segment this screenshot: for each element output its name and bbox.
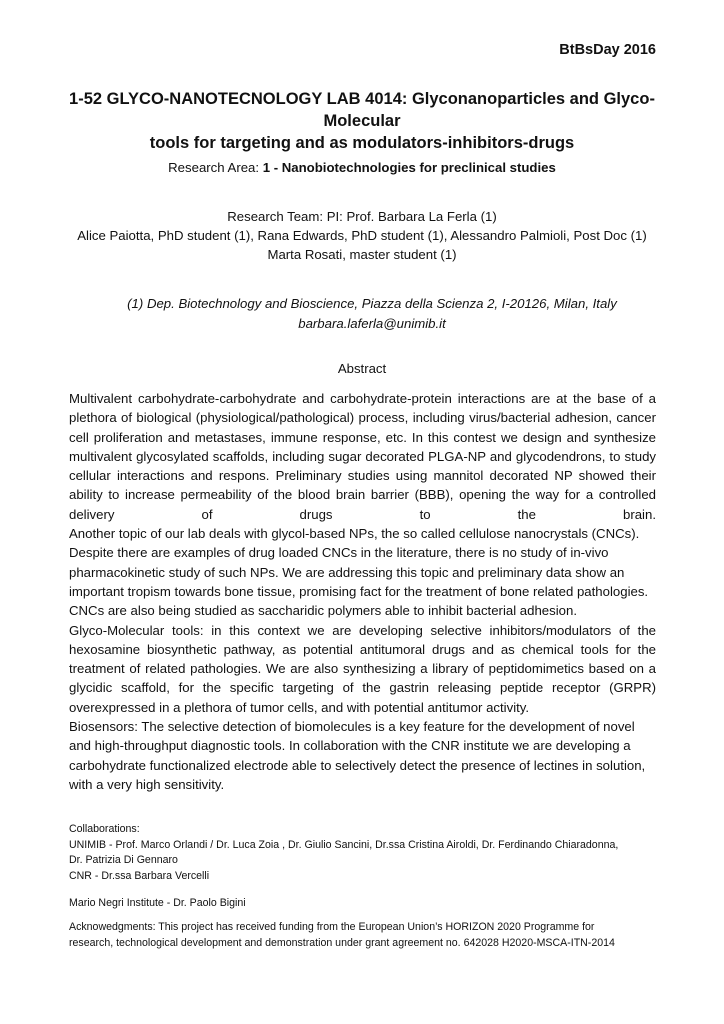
collaborations-heading: Collaborations: <box>69 823 140 835</box>
research-team <box>40 207 684 264</box>
collaborations-line-1: UNIMIB - Prof. Marco Orlandi / Dr. Luca Zoia , Dr. Giulio Sancini, Dr.ssa Cristina Airoldi, Dr. Ferdinando Chiaradonna, <box>69 838 619 851</box>
team-line-2: Alice Paiotta, PhD student (1), Rana Edwards, PhD student (1), Alessandro Palmioli, Post Doc (1) <box>77 228 647 243</box>
collaborations-line-2: Dr. Patrizia Di Gennaro <box>69 854 178 866</box>
event-tag: BtBsDay 2016 <box>559 42 656 58</box>
research-area-label: Research Area: <box>168 160 263 175</box>
affiliation-address: (1) Dep. Biotechnology and Bioscience, Piazza della Scienza 2, I-20126, Milan, Italy <box>127 296 617 311</box>
title-line-2: tools for targeting and as modulators-inhibitors-drugs <box>149 134 575 152</box>
research-area-value: 1 - Nanobiotechnologies for preclinical studies <box>262 160 556 175</box>
abstract-body <box>69 389 656 794</box>
affiliation <box>60 294 684 333</box>
acknowledgments-line-2: research, technological development and demonstration under grant agreement no. 642028 H2020-MSCA-ITN-2014 <box>69 936 615 949</box>
abstract-heading: Abstract <box>337 361 387 376</box>
research-area <box>40 160 684 175</box>
abstract-paragraph-1: Multivalent carbohydrate-carbohydrate and carbohydrate-protein interactions are at the base of a plethora of biological (physiological/pathological) process, including virus/bacterial adhesion, cancer cell proliferation and metastases, immune response, etc. In this contest we design and synthesize multivalent glycosylated scaffolds, including sugar decorated PLGA-NP and glycodendrons, to study cellular interactions and respons. Preliminary studies using mannitol decorated NP showed their ability to increase permeability of the blood brain barrier (BBB), opening the way for a controlled delivery of drugs to the brain. <box>69 391 656 522</box>
affiliation-email: barbara.laferla@unimib.it <box>298 315 446 331</box>
collaborations-line-3: CNR - Dr.ssa Barbara Vercelli <box>69 869 210 882</box>
collaborations <box>69 822 659 884</box>
mario-negri-line: Mario Negri Institute - Dr. Paolo Bigini <box>69 897 246 909</box>
abstract-paragraph-2: Another topic of our lab deals with glycol-based NPs, the so called cellulose nanocrystals (CNCs). Despite there are examples of drug loaded CNCs in the literature, there is no study of in-vivo pharmacokinetic study of such NPs. We are addressing this topic and preliminary data show an important tropism towards bone tissue, promising fact for the treatment of bone related pathologies. CNCs are also being studied as saccharidic polymers able to inhibit bacterial adhesion. <box>69 526 649 619</box>
page-title <box>48 88 676 154</box>
title-line-1: 1-52 GLYCO-NANOTECNOLOGY LAB 4014: Glyconanoparticles and Glyco-Molecular <box>69 90 655 130</box>
team-line-3: Marta Rosati, master student (1) <box>267 247 457 262</box>
team-line-1: Research Team: PI: Prof. Barbara La Ferla (1) <box>227 209 497 224</box>
abstract-paragraph-4: Biosensors: The selective detection of biomolecules is a key feature for the development of novel and high-throughput diagnostic tools. In collaboration with the CNR institute we are developing a carbohydrate functionalized electrode able to selectively detect the presence of lectines in solution, with a very high sensitivity. <box>69 719 646 792</box>
acknowledgments-line-1: Acknowedgments: This project has received funding from the European Union’s HORIZON 2020 Programme for <box>69 921 595 933</box>
abstract-paragraph-3: Glyco-Molecular tools: in this context we are developing selective inhibitors/modulators of the hexosamine biosynthetic pathway, as potential antitumoral drugs and as chemical tools for the treatment of related pathologies. We are also synthesizing a library of peptidomimetics based on a glycidic scaffold, for the specific targeting of the gastrin releasing peptide receptor (GRPR) overexpressed in a plethora of tumor cells, and with potential antitumor activity. <box>69 622 656 715</box>
acknowledgments <box>69 920 659 951</box>
